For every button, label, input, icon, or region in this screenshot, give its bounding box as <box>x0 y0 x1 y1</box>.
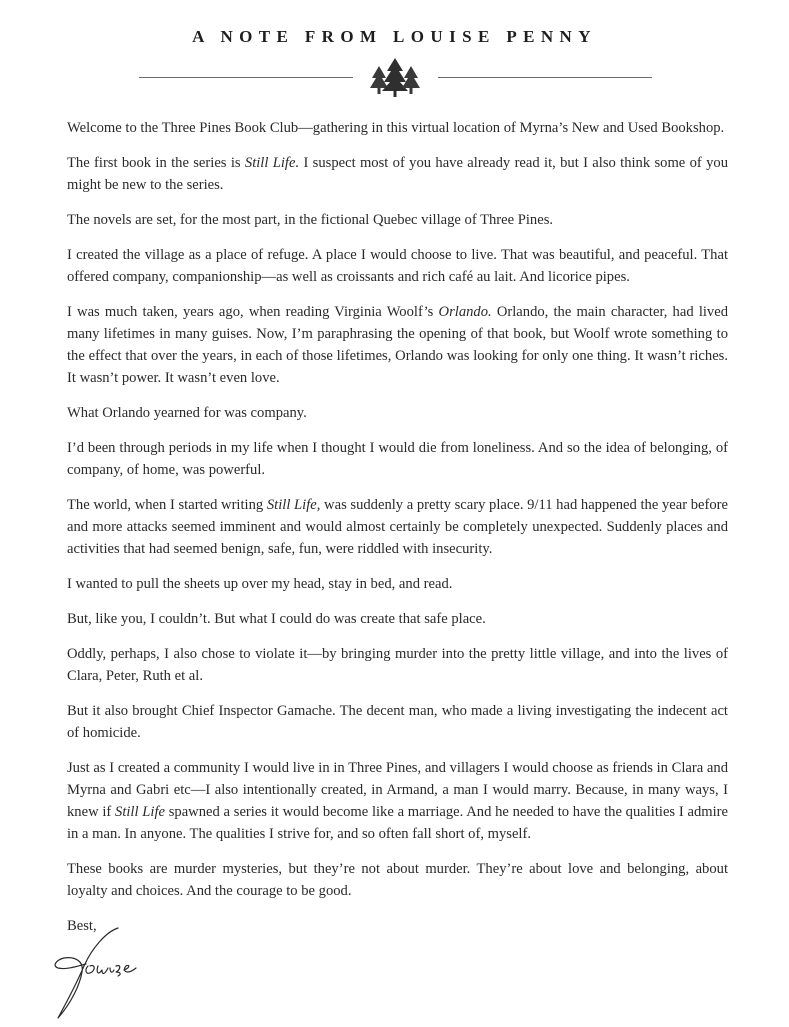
paragraph: I created the village as a place of refuge. A place I would choose to live. That was beautiful, and peaceful. That offered company, companionship—as well as croissants and rich café au lait. And licorice pipes. <box>67 247 728 285</box>
paragraph: But, like you, I couldn’t. But what I could do was create that safe place. <box>67 611 486 627</box>
book-title: Still Life. <box>244 155 300 171</box>
handwritten-signature <box>48 922 188 1027</box>
book-title: Orlando. <box>438 304 492 320</box>
paragraph: Just as I created a community I would live in in Three Pines, and villagers I would choose as friends in Clara and Myrna and Gabri etc—I also intentionally created, in Armand, a man I would marry. Because, in many ways, I knew if Still Life spawned a series it would become like a marriage. And he needed to have the qualities I admire in a man. In anyone. The qualities I strive for, and so often fall short of, myself. <box>67 760 728 842</box>
paragraph: But it also brought Chief Inspector Gamache. The decent man, who made a living investigating the indecent act of homicide. <box>67 703 728 741</box>
paragraph: Oddly, perhaps, I also chose to violate it—by bringing murder into the pretty little village, and into the lives of Clara, Peter, Ruth et al. <box>67 646 728 684</box>
ornament-rule-left <box>139 77 353 78</box>
paragraph: I’d been through periods in my life when I thought I would die from loneliness. And so the idea of belonging, of company, of home, was powerful. <box>67 440 728 478</box>
book-title: Still Life, <box>266 497 321 513</box>
paragraph: These books are murder mysteries, but they’re not about murder. They’re about love and belonging, about loyalty and choices. And the courage to be good. <box>67 861 728 899</box>
closing-salutation: Best, <box>67 918 97 934</box>
paragraph: Welcome to the Three Pines Book Club—gathering in this virtual location of Myrna’s New and Used Bookshop. <box>67 120 725 136</box>
letter-body <box>67 117 728 915</box>
paragraph: The world, when I started writing Still Life, was suddenly a pretty scary place. 9/11 had happened the year before and more attacks seemed imminent and would almost certainly be completely unexpected. Suddenly places and activities that had seemed benign, safe, fun, were riddled with insecurity. <box>67 497 729 557</box>
pine-trees-icon <box>367 58 423 103</box>
paragraph: The first book in the series is Still Life. I suspect most of you have already read it, but I also think some of you might be new to the series. <box>67 155 729 193</box>
ornament-rule-right <box>438 77 652 78</box>
book-title: Still Life <box>115 804 165 820</box>
paragraph: What Orlando yearned for was company. <box>67 405 307 421</box>
page-title: A NOTE FROM LOUISE PENNY <box>192 27 597 46</box>
paragraph: I wanted to pull the sheets up over my head, stay in bed, and read. <box>67 576 453 592</box>
paragraph: I was much taken, years ago, when reading Virginia Woolf’s Orlando. Orlando, the main character, had lived many lifetimes in many guises. Now, I’m paraphrasing the opening of that book, but Woolf wrote something to the effect that over the years, in each of those lifetimes, Orlando was looking for only one thing. It wasn’t riches. It wasn’t power. It wasn’t even love. <box>67 304 728 386</box>
paragraph: The novels are set, for the most part, in the fictional Quebec village of Three Pines. <box>67 212 554 228</box>
